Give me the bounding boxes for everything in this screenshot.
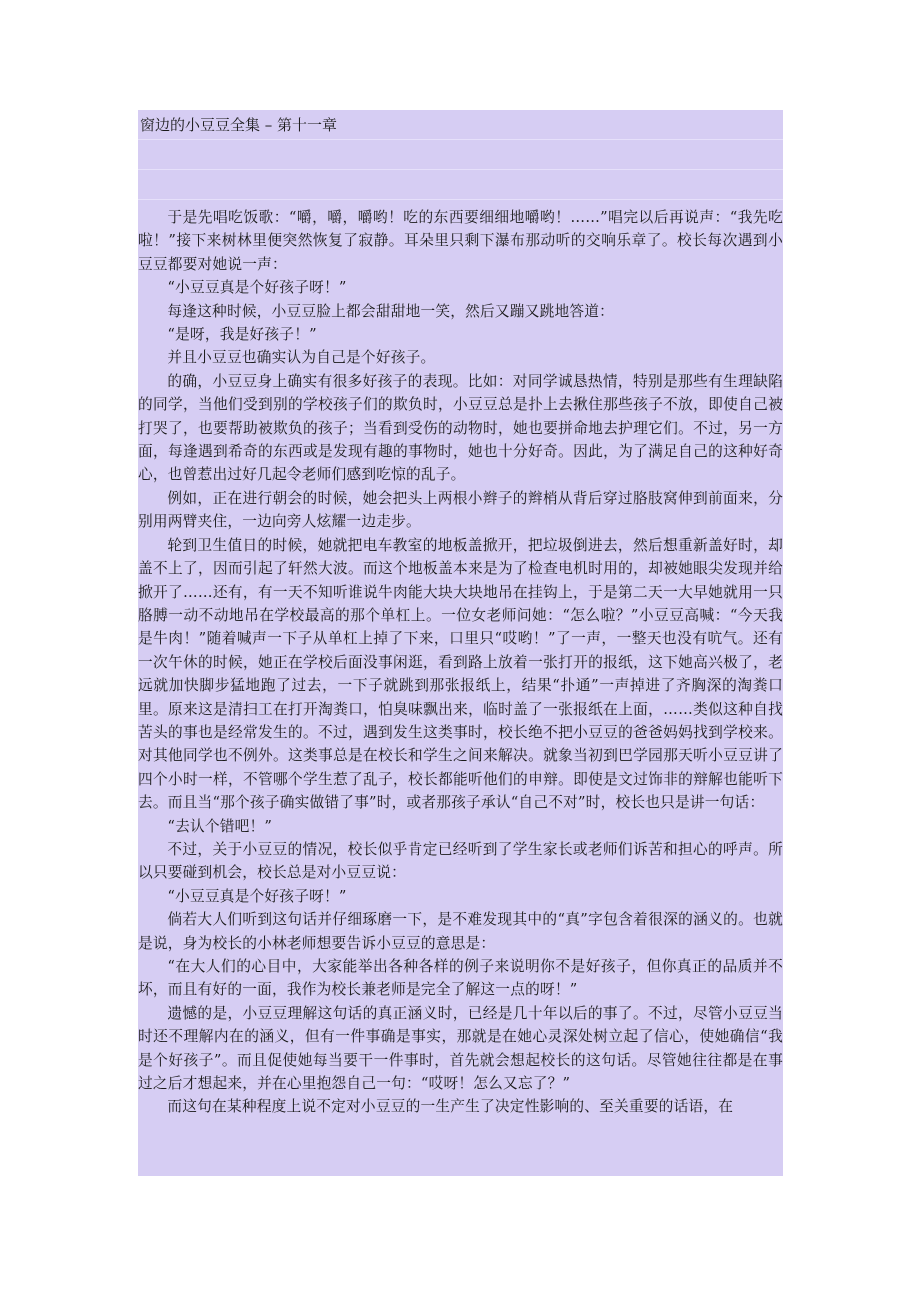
paragraph: 的确，小豆豆身上确实有很多好孩子的表现。比如：对同学诚恳热情，特别是那些有生理缺陷的同学，当他们受到别的学校孩子们的欺负时，小豆豆总是扑上去揪住那些孩子不放，即使自己被打哭了，也要帮助被欺负的孩子；当看到受伤的动物时，她也要拼命地去护理它们。不过，另一方面，每逢遇到希奇的东西或是发现有趣的事物时，她也十分好奇。因此，为了满足自己的这种好奇心，也曾惹出过好几起令老师们感到吃惊的乱子。 [138, 372, 783, 484]
paragraph: “去认个错吧！” [167, 817, 273, 835]
blank-line [138, 170, 783, 200]
paragraph: 遗憾的是，小豆豆理解这句话的真正涵义时，已经是几十年以后的事了。不过，尽管小豆豆当时还不理解内在的涵义，但有一件事确是事实，那就是在她心灵深处树立起了信心，使她确信“我是个好孩子”。而且促使她每当要干一件事时，首先就会想起校长的这句话。尽管她往往都是在事过之后才想起来，并在心里抱怨自己一句：“哎呀！怎么又忘了？” [138, 1004, 783, 1093]
paragraph: 不过，关于小豆豆的情况，校长似乎肯定已经听到了学生家长或老师们诉苦和担心的呼声。所以只要碰到机会，校长总是对小豆豆说： [138, 840, 783, 882]
paragraph: 并且小豆豆也确实认为自己是个好孩子。 [167, 349, 436, 367]
paragraph: “在大人们的心目中，大家能举出各种各样的例子来说明你不是好孩子，但你真正的品质并不坏，而且有好的一面，我作为校长兼老师是完全了解这一点的呀！” [138, 958, 783, 999]
paragraph: 每逢这种时候，小豆豆脸上都会甜甜地一笑，然后又蹦又跳地答道： [167, 302, 615, 320]
paragraph: 于是先唱吃饭歌：“嚼，嚼，嚼哟！吃的东西要细细地嚼哟！……”唱完以后再说声：“我先吃啦！”接下来树林里便突然恢复了寂静。耳朵里只剩下瀑布那动听的交响乐章了。校长每次遇到小豆豆都要对她说一声： [138, 209, 783, 273]
paragraph: 例如，正在进行朝会的时候，她会把头上两根小辫子的辫梢从背后穿过胳肢窝伸到前面来，分别用两臂夹住，一边向旁人炫耀一边走步。 [138, 489, 783, 531]
paragraph: 而这句在某种程度上说不定对小豆豆的一生产生了决定性影响的、至关重要的话语，在 [167, 1098, 734, 1116]
document-page [138, 110, 783, 1176]
paragraph: “小豆豆真是个好孩子呀！” [167, 887, 347, 905]
paragraph: 倘若大人们听到这句话并仔细琢磨一下，是不难发现其中的“真”字包含着很深的涵义的。也就是说，身为校长的小林老师想要告诉小豆豆的意思是： [138, 911, 783, 952]
blank-line [138, 140, 783, 170]
paragraph: “小豆豆真是个好孩子呀！” [167, 279, 347, 297]
document-title: 窗边的小豆豆全集 – 第十一章 [138, 110, 783, 140]
body-text [138, 200, 783, 1119]
paragraph: 轮到卫生值日的时候，她就把电车教室的地板盖掀开，把垃圾倒进去，然后想重新盖好时，却盖不上了，因而引起了轩然大波。而这个地板盖本来是为了检查电机时用的，却被她眼尖发现并给掀开了……还有，有一天不知听谁说牛肉能大块大块地吊在挂钩上，于是第二天一大早她就用一只胳膊一动不动地吊在学校最高的那个单杠上。一位女老师问她：“怎么啦？”小豆豆高喊：“今天我是牛肉！”随着喊声一下子从单杠上掉了下来，口里只“哎哟！”了一声，一整天也没有吭气。还有一次午休的时候，她正在学校后面没事闲逛，看到路上放着一张打开的报纸，这下她高兴极了，老远就加快脚步猛地跑了过去，一下子就跳到那张报纸上，结果“扑通”一声掉进了齐胸深的淘粪口里。原来这是清扫工在打开淘粪口，怕臭味飘出来，临时盖了一张报纸在上面，……类似这种自找苦头的事也是经常发生的。不过，遇到发生这类事时，校长绝不把小豆豆的爸爸妈妈找到学校来。对其他同学也不例外。这类事总是在校长和学生之间来解决。就象当初到巴学园那天听小豆豆讲了四个小时一样，不管哪个学生惹了乱子，校长都能听他们的申辩。即使是文过饰非的辩解也能听下去。而且当“那个孩子确实做错了事”时，或者那孩子承认“自己不对”时，校长也只是讲一句话： [138, 536, 783, 812]
paragraph: “是呀，我是好孩子！” [167, 326, 317, 344]
